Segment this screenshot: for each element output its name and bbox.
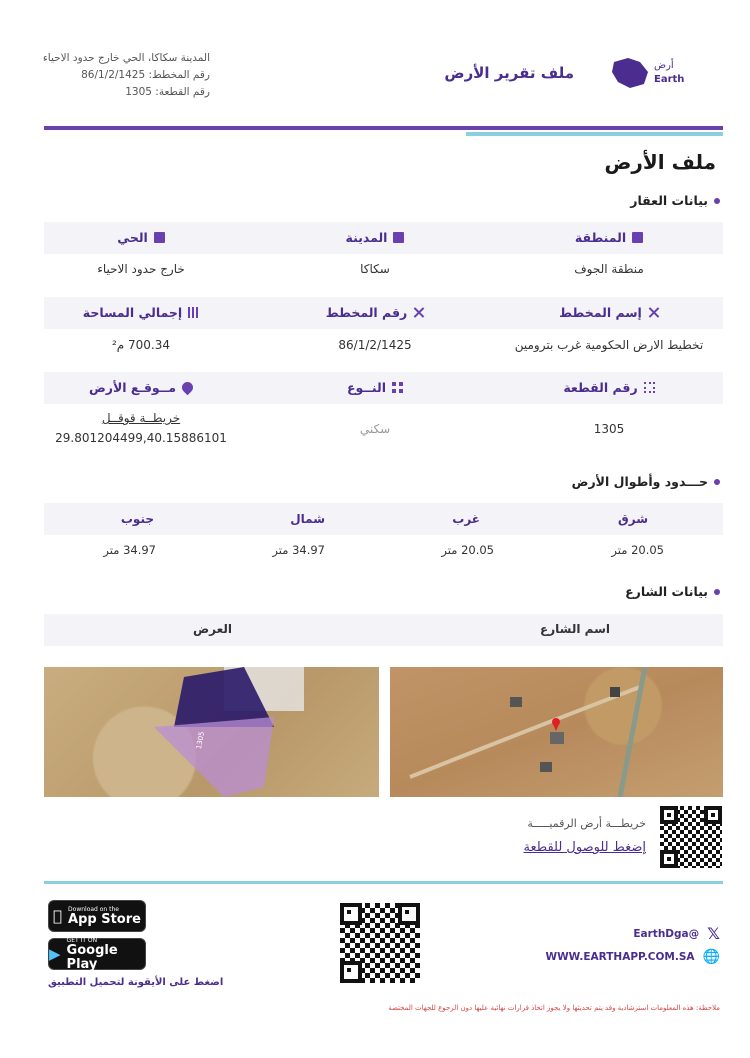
grid-icon [392, 382, 403, 393]
ruler-icon [188, 307, 199, 318]
twitter-row[interactable] [633, 924, 720, 943]
cross-icon [648, 307, 659, 318]
report-title: ملف تقرير الأرض [444, 64, 574, 82]
district-value: خارج حدود الاحياء [97, 262, 185, 276]
building-icon [393, 232, 404, 243]
type-value: سكني [359, 422, 391, 436]
label-text: المنطقة [574, 230, 627, 245]
north-label: شمال [290, 512, 325, 526]
label-text: إسم المخطط [559, 305, 642, 320]
apple-icon [53, 907, 62, 925]
plot-number-value: 1305 [593, 422, 625, 436]
pin-icon [180, 380, 196, 396]
west-value: 20.05 متر [441, 543, 494, 557]
report-meta [40, 50, 210, 101]
stores-caption: اضغط على الأيقونة لتحميل التطبيق [48, 977, 224, 988]
header-divider-accent [466, 132, 723, 136]
area-overlay [390, 667, 723, 797]
west-label: غرب [452, 512, 480, 526]
plan-name-label [496, 305, 722, 320]
earth-logo [610, 52, 720, 94]
label-text: المدينة [345, 230, 388, 245]
type-label [262, 380, 488, 395]
city-value: سكاكا [360, 262, 390, 276]
meta-line: رقم المخطط: 86/1/2/1425 [81, 69, 210, 81]
plot-overlay [44, 667, 379, 797]
property-section-title [630, 193, 720, 208]
corners-icon [644, 382, 655, 393]
bullet-icon [714, 479, 720, 485]
store-small-text: Download on the [63, 905, 115, 913]
south-value: 34.97 متر [103, 543, 156, 557]
label-text: رقم المخطط [325, 305, 408, 320]
street-name-header: اسم الشارع [540, 622, 610, 636]
city-label [262, 230, 488, 245]
label-text: مــوقـع الأرض [88, 380, 177, 395]
section-title-text: حـــدود وأطوال الأرض [571, 474, 708, 489]
globe-icon: 🌐 [702, 949, 720, 965]
south-label: جنوب [120, 512, 154, 526]
store-small-text: GET IT ON [66, 936, 98, 944]
header-divider [44, 126, 723, 130]
street-section-title [625, 584, 720, 599]
meta-line: المدينة سكاكا، الحي خارج حدود الاحياء [42, 52, 210, 64]
google-play-button[interactable] [48, 938, 146, 970]
app-store-button[interactable] [48, 900, 146, 932]
label-text: النــوع [347, 380, 387, 395]
bullet-icon [714, 589, 720, 595]
google-maps-link[interactable]: خريطــة قوقــل [101, 411, 181, 425]
bullet-icon [714, 198, 720, 204]
website-row[interactable] [545, 949, 720, 965]
bounds-section-title [572, 474, 720, 489]
section-title-text: بيانات العقار [630, 193, 708, 208]
total-area-value: 700.34 م² [111, 338, 171, 352]
plot-label: 1305 [194, 730, 206, 750]
footer-divider [44, 881, 723, 884]
plan-name-value: تخطيط الارض الحكومية غرب بترومين [514, 338, 704, 352]
street-width-header: العرض [193, 622, 232, 636]
location-pin-icon [552, 718, 560, 731]
region-value: منطقة الجوف [574, 262, 644, 276]
section-title-text: بيانات الشارع [625, 584, 708, 599]
x-twitter-icon: 𝕏 [707, 924, 720, 943]
label-text: رقم القطعة [563, 380, 638, 395]
plot-satellite-map[interactable] [44, 667, 379, 797]
digital-map-qr[interactable] [660, 806, 722, 868]
store-big-text: Google Play [66, 942, 118, 972]
east-label: شرق [618, 512, 648, 526]
cross-icon [413, 307, 424, 318]
north-value: 34.97 متر [272, 543, 325, 557]
building-icon [154, 232, 165, 243]
logo-text-en: Earth [654, 74, 685, 85]
street-band [44, 614, 723, 646]
label-text: إجمالي المساحة [82, 305, 183, 320]
app-qr[interactable] [340, 903, 420, 983]
logo-text-ar: أرض [654, 60, 674, 71]
east-value: 20.05 متر [611, 543, 664, 557]
total-area-label [28, 305, 254, 320]
label-text: الحي [117, 230, 148, 245]
digital-map-caption: خريطـــة أرض الرقميـــــة [527, 817, 646, 830]
building-icon [632, 232, 643, 243]
disclaimer: ملاحظة: هذه المعلومات استرشادية وقد يتم تحديثها ولا يجوز اتخاذ قرارات نهائية عليها دون الرجوع للجهات المختصة [388, 1004, 720, 1012]
twitter-handle: EarthDga@ [633, 927, 700, 940]
play-icon: ▶ [49, 945, 61, 963]
plan-number-label [262, 305, 488, 320]
website-url: WWW.EARTHAPP.COM.SA [545, 951, 695, 963]
meta-line: رقم القطعة: 1305 [125, 86, 210, 98]
plot-number-label [496, 380, 722, 395]
region-label [496, 230, 722, 245]
saudi-map-icon [610, 52, 720, 94]
location-label [28, 380, 254, 395]
digital-map-link[interactable]: إضغط للوصول للقطعة [523, 840, 646, 855]
plan-number-value: 86/1/2/1425 [338, 338, 412, 352]
page-title: ملف الأرض [604, 150, 716, 174]
district-label [28, 230, 254, 245]
area-satellite-map[interactable] [390, 667, 723, 797]
store-big-text: App Store [63, 911, 137, 927]
coordinates-value: 29.801204499,40.15886101 [55, 431, 227, 445]
